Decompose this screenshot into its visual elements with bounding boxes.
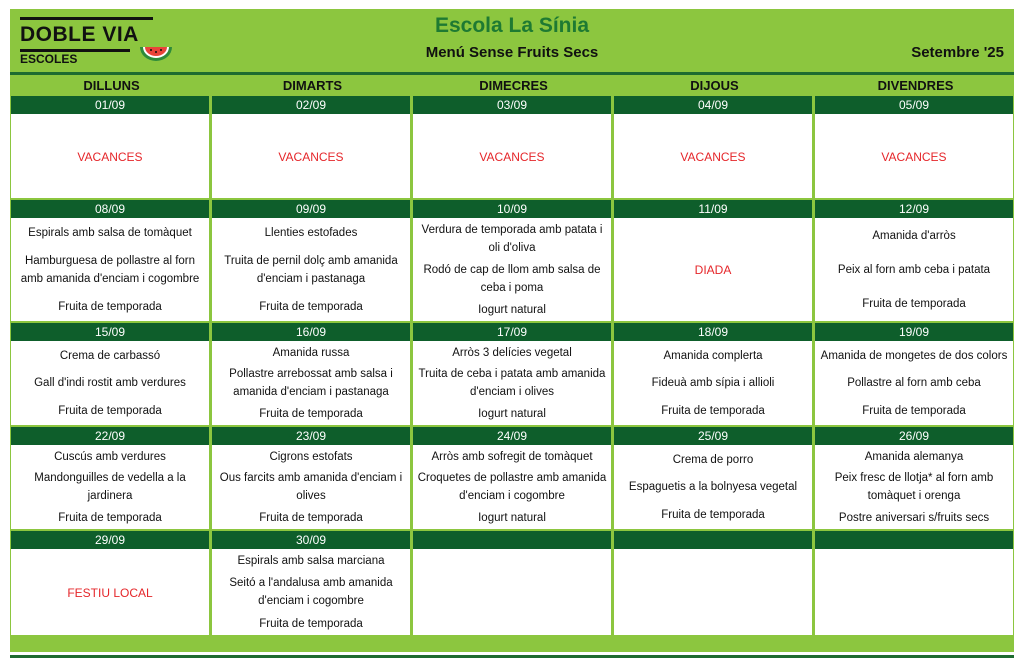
menu-cell	[815, 531, 1013, 635]
logo-subtitle: ESCOLES	[20, 52, 78, 66]
cell-body	[614, 219, 812, 321]
cell-body	[212, 115, 410, 198]
dish: Amanida complerta	[663, 349, 763, 362]
divider	[10, 655, 1014, 658]
dish: Espirals amb salsa de tomàquet	[28, 227, 192, 239]
dish: Arròs amb sofregit de tomàquet	[431, 450, 593, 463]
divider	[10, 72, 1014, 75]
dish: Fruita de temporada	[259, 408, 363, 421]
cell-body	[614, 446, 812, 529]
cell-date: 01/09	[11, 96, 209, 114]
cell-body	[815, 219, 1013, 321]
dish: Amanida de mongetes de dos colors	[820, 349, 1008, 362]
menu-cell	[212, 200, 410, 321]
dish: Amanida russa	[272, 346, 350, 359]
menu-cell	[815, 323, 1013, 425]
menu-cell	[413, 96, 611, 198]
cell-date: 23/09	[212, 427, 410, 445]
menu-cell	[11, 96, 209, 198]
weekday-0: DILLUNS	[83, 78, 140, 93]
cell-body	[413, 342, 611, 425]
menu-cell	[11, 200, 209, 321]
special-day-label: DIADA	[694, 263, 732, 277]
menu-sheet	[10, 9, 1014, 652]
dish: Seitó a l'andalusa amb amanida d'enciam i cogombre	[229, 577, 393, 608]
weekday-1: DIMARTS	[282, 78, 343, 93]
special-day-label: VACANCES	[479, 149, 545, 164]
cell-date: 24/09	[413, 427, 611, 445]
weekday-2: DIMECRES	[479, 78, 548, 93]
menu-cell	[413, 323, 611, 425]
dish: Ous farcits amb amanida d'enciam i olives	[219, 472, 403, 503]
menu-cell	[413, 200, 611, 321]
dish: Fruita de temporada	[661, 509, 765, 522]
cell-body	[815, 550, 1013, 635]
special-day-label: VACANCES	[680, 149, 746, 164]
dish: Amanida d'arròs	[872, 230, 956, 242]
cell-body	[11, 446, 209, 529]
menu-cell	[413, 531, 611, 635]
dish: Truita de ceba i patata amb amanida d'enciam i olives	[418, 368, 606, 399]
cell-date: 09/09	[212, 200, 410, 218]
dish: Fruita de temporada	[58, 405, 162, 418]
dish: Croquetes de pollastre amb amanida d'enciam i cogombre	[417, 472, 607, 503]
dish: Postre aniversari s/fruits secs	[838, 512, 990, 525]
menu-cell	[614, 323, 812, 425]
cell-body	[212, 550, 410, 635]
month-label: Setembre '25	[911, 44, 1004, 61]
menu-cell	[11, 323, 209, 425]
logo-name: DOBLE VIA	[20, 23, 139, 46]
cell-date: 19/09	[815, 323, 1013, 341]
dish: Fruita de temporada	[58, 301, 162, 313]
dish: Fruita de temporada	[259, 301, 363, 313]
dish: Pollastre arrebossat amb salsa i amanida d'enciam i pastanaga	[229, 368, 393, 399]
dish: Iogurt natural	[478, 512, 546, 525]
cell-body	[212, 446, 410, 529]
dish: Fruita de temporada	[862, 405, 966, 418]
special-day-label: FESTIU LOCAL	[67, 585, 153, 600]
dish: Pollastre al forn amb ceba	[847, 377, 981, 390]
menu-cell	[815, 200, 1013, 321]
dish: Fruita de temporada	[58, 512, 162, 525]
cell-body	[614, 115, 812, 198]
menu-cell	[11, 427, 209, 529]
cell-date	[815, 531, 1013, 549]
cell-date: 08/09	[11, 200, 209, 218]
menu-cell	[212, 323, 410, 425]
dish: Amanida alemanya	[864, 450, 964, 463]
dish: Cuscús amb verdures	[54, 450, 166, 463]
menu-cell	[614, 531, 812, 635]
cell-date: 03/09	[413, 96, 611, 114]
cell-body	[11, 342, 209, 425]
cell-date: 18/09	[614, 323, 812, 341]
dish: Espirals amb salsa marciana	[237, 555, 385, 568]
cell-date: 30/09	[212, 531, 410, 549]
dish: Cigrons estofats	[269, 450, 353, 463]
dish: Peix al forn amb ceba i patata	[837, 264, 991, 276]
dish: Verdura de temporada amb patata i oli d'oliva	[421, 224, 603, 254]
dish: Espaguetis a la bolnyesa vegetal	[628, 481, 798, 494]
special-day-label: VACANCES	[278, 149, 344, 164]
dish: Fruita de temporada	[661, 405, 765, 418]
menu-cell	[212, 531, 410, 635]
dish: Rodó de cap de llom amb salsa de ceba i poma	[423, 264, 601, 294]
dish: Fruita de temporada	[259, 617, 363, 630]
menu-cell	[614, 427, 812, 529]
cell-date	[413, 531, 611, 549]
cell-date	[614, 531, 812, 549]
dish: Mandonguilles de vedella a la jardinera	[34, 472, 186, 503]
cell-date: 25/09	[614, 427, 812, 445]
school-name: Escola La Sínia	[434, 14, 590, 37]
menu-cell	[614, 96, 812, 198]
cell-body	[614, 550, 812, 635]
menu-name: Menú Sense Fruits Secs	[425, 44, 599, 61]
weekday-3: DIJOUS	[690, 78, 739, 93]
menu-cell	[614, 200, 812, 321]
special-day-label: VACANCES	[77, 149, 143, 164]
dish: Crema de carbassó	[59, 349, 161, 362]
dish: Iogurt natural	[478, 408, 546, 421]
cell-date: 02/09	[212, 96, 410, 114]
weekday-4: DIVENDRES	[877, 78, 954, 93]
menu-cell	[212, 96, 410, 198]
header	[10, 9, 1014, 72]
dish: Truita de pernil dolç amb amanida d'enciam i pastanaga	[224, 255, 398, 285]
cell-date: 05/09	[815, 96, 1013, 114]
menu-cell	[815, 427, 1013, 529]
cell-date: 10/09	[413, 200, 611, 218]
cell-body	[413, 446, 611, 529]
cell-body	[11, 219, 209, 321]
cell-body	[11, 115, 209, 198]
dish: Iogurt natural	[478, 304, 546, 316]
menu-cell	[212, 427, 410, 529]
weekday-header	[10, 77, 1014, 95]
dish: Fideuà amb sípia i allioli	[651, 377, 775, 390]
cell-body	[815, 446, 1013, 529]
cell-body	[11, 550, 209, 635]
dish: Peix fresc de llotja* al forn amb tomàquet i orenga	[834, 472, 994, 503]
cell-date: 12/09	[815, 200, 1013, 218]
dish: Arròs 3 delícies vegetal	[452, 346, 572, 359]
dish: Crema de porro	[672, 453, 754, 466]
cell-date: 22/09	[11, 427, 209, 445]
cell-date: 17/09	[413, 323, 611, 341]
cell-body	[413, 115, 611, 198]
cell-body	[212, 219, 410, 321]
menu-cell	[815, 96, 1013, 198]
dish: Fruita de temporada	[862, 298, 966, 310]
menu-cell	[413, 427, 611, 529]
cell-date: 15/09	[11, 323, 209, 341]
cell-body	[614, 342, 812, 425]
cell-body	[413, 219, 611, 321]
dish: Hamburguesa de pollastre al forn amb amanida d'enciam i cogombre	[20, 255, 200, 285]
cell-date: 16/09	[212, 323, 410, 341]
dish: Gall d'indi rostit amb verdures	[34, 377, 186, 390]
cell-body	[815, 115, 1013, 198]
cell-date: 26/09	[815, 427, 1013, 445]
cell-date: 29/09	[11, 531, 209, 549]
cell-body	[212, 342, 410, 425]
dish: Llenties estofades	[264, 227, 358, 239]
cell-date: 11/09	[614, 200, 812, 218]
cell-date: 04/09	[614, 96, 812, 114]
cell-body	[413, 550, 611, 635]
menu-cell	[11, 531, 209, 635]
cell-body	[815, 342, 1013, 425]
dish: Fruita de temporada	[259, 512, 363, 525]
special-day-label: VACANCES	[881, 149, 947, 164]
